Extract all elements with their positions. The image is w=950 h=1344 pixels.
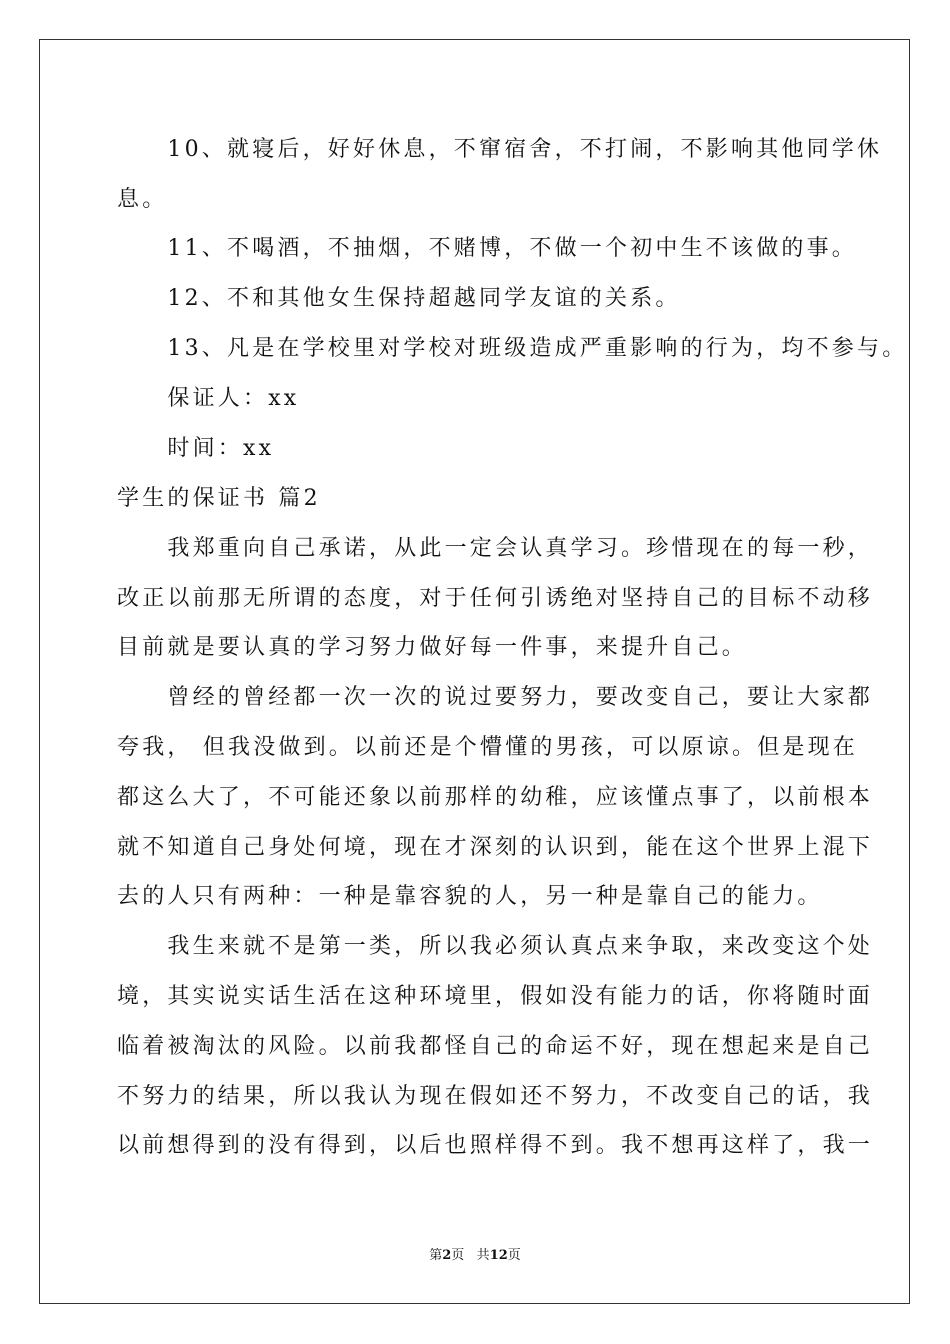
text-line: 10、就寝后，好好休息，不窜宿舍，不打闹，不影响其他同学休 [117, 137, 883, 162]
section-heading: 学生的保证书 篇2 [117, 486, 321, 511]
footer-total-prefix: 共 [476, 1248, 490, 1263]
text-line: 曾经的曾经都一次一次的说过要努力，要改变自己，要让大家都 [117, 685, 874, 710]
page-footer [0, 1244, 950, 1263]
text-line: 12、不和其他女生保持超越同学友谊的关系。 [117, 286, 681, 311]
text-line: 不努力的结果，所以我认为现在假如还不努力，不改变自己的话，我 [117, 1084, 874, 1109]
text-line: 目前就是要认真的学习努力做好每一件事，来提升自己。 [117, 635, 748, 660]
text-line: 境，其实说实话生活在这种环境里，假如没有能力的话，你将随时面 [117, 984, 874, 1009]
footer-total-suffix: 页 [507, 1248, 521, 1263]
text-line: 11、不喝酒，不抽烟，不赌博，不做一个初中生不该做的事。 [117, 236, 857, 261]
page-frame [39, 39, 910, 1304]
text-line: 就不知道自己身处何境，现在才深刻的认识到，能在这个世界上混下 [117, 835, 874, 860]
text-line: 改正以前那无所谓的态度，对于任何引诱绝对坚持自己的目标不动移 [117, 586, 874, 611]
text-line: 去的人只有两种：一种是靠容貌的人，另一种是靠自己的能力。 [117, 884, 823, 909]
text-line: 息。 [117, 187, 168, 212]
text-line: 我郑重向自己承诺，从此一定会认真学习。珍惜现在的每一秒， [117, 536, 874, 561]
footer-total-pages: 12 [489, 1248, 508, 1263]
text-line: 13、凡是在学校里对学校对班级造成严重影响的行为，均不参与。 [117, 336, 908, 361]
text-line: 以前想得到的没有得到，以后也照样得不到。我不想再这样了，我一 [117, 1133, 874, 1158]
text-line: 都这么大了，不可能还象以前那样的幼稚，应该懂点事了，以前根本 [117, 785, 874, 810]
footer-page-suffix: 页 [451, 1248, 465, 1263]
text-line: 临着被淘汰的风险。以前我都怪自己的命运不好，现在想起来是自己 [117, 1034, 874, 1059]
text-line: 时间：xx [117, 436, 275, 461]
text-line: 保证人：xx [117, 386, 300, 411]
text-line: 我生来就不是第一类，所以我必须认真点来争取，来改变这个处 [117, 934, 874, 959]
text-line: 夸我， 但我没做到。以前还是个懵懂的男孩，可以原谅。但是现在 [117, 735, 858, 760]
footer-page-number: 2 [442, 1248, 452, 1263]
footer-prefix: 第 [429, 1248, 443, 1263]
